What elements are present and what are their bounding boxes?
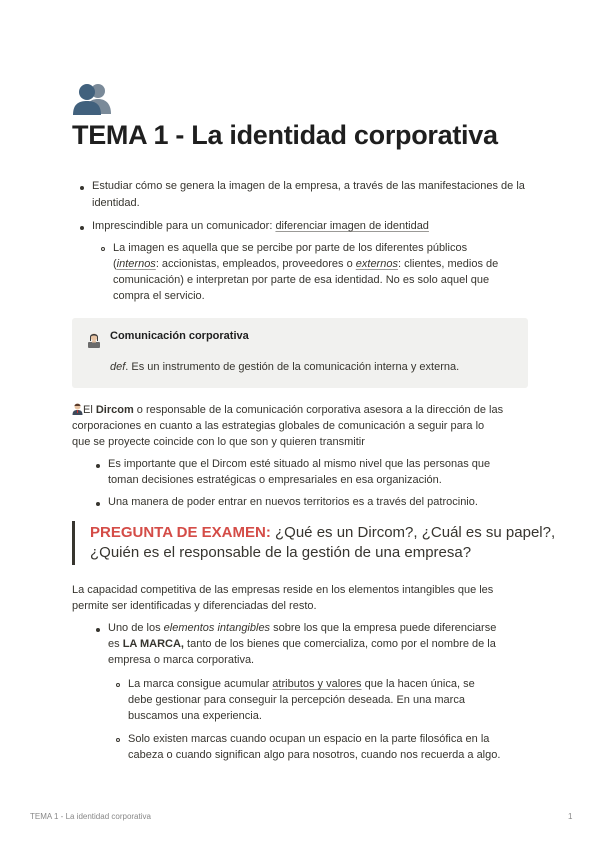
list-item-line: toman decisiones estratégicas o empresariales en esa organización.	[108, 474, 442, 486]
paragraph-line: El Dircom o responsable de la comunicación corporativa asesora a la dirección de las	[83, 404, 504, 416]
sub-list-item-line: comunicación) e interpretan por parte de esa identidad. No es solo aquel que	[113, 274, 490, 286]
quote-text: PREGUNTA DE EXAMEN: ¿Qué es un Dircom?, ¿Cuál es su papel?, ¿Quién es el responsable de la gestión de una empresa?	[90, 524, 556, 561]
list-item-line: es LA MARCA, tanto de los bienes que comercializa, como por el nombre de la	[108, 638, 496, 650]
person-icon	[72, 403, 83, 415]
callout-body: def. Es un instrumento de gestión de la comunicación interna y externa.	[110, 361, 460, 373]
person-at-computer-icon	[86, 332, 102, 348]
page-title: TEMA 1 - La identidad corporativa	[72, 120, 498, 150]
bullet-dot	[96, 628, 100, 632]
paragraph-line: corporaciones en cuanto a las estrategias globales de comunicación a seguir para lo	[72, 420, 485, 432]
sub-list-item: La marca consigue acumular atributos y valores que la hacen única, se	[128, 678, 475, 690]
bullet-circle	[116, 738, 120, 742]
sub-list-item: La imagen es aquella que se percibe por parte de los diferentes públicos	[113, 242, 468, 254]
page-number: 1	[568, 812, 573, 821]
list-item: Estudiar cómo se genera la imagen de la empresa, a través de las manifestaciones de la identidad.	[92, 180, 525, 209]
sub-list-item-line: (internos: accionistas, empleados, proveedores o externos: clientes, medios de	[113, 258, 499, 270]
list-item: Uno de los elementos intangibles sobre los que la empresa puede diferenciarse	[108, 622, 497, 634]
people-icon	[72, 80, 112, 116]
sub-list-item: Solo existen marcas cuando ocupan un espacio en la parte filosófica en la	[128, 733, 490, 745]
internal-link[interactable]: diferenciar imagen de identidad	[275, 220, 429, 232]
callout-title: Comunicación corporativa	[110, 330, 249, 342]
list-item: Es importante que el Dircom esté situado al mismo nivel que las personas que	[108, 458, 491, 470]
bullet-dot	[80, 186, 84, 190]
bullet-dot	[96, 502, 100, 506]
bullet-circle	[116, 683, 120, 687]
callout-box	[72, 318, 528, 388]
list-item-line: empresa o marca corporativa.	[108, 654, 255, 666]
list-item	[92, 218, 429, 235]
exam-question-label: PREGUNTA DE EXAMEN:	[90, 524, 271, 541]
sub-list-item-line: compra el servicio.	[113, 290, 205, 302]
footer-title: TEMA 1 - La identidad corporativa	[30, 812, 151, 821]
sub-list-item-line: cabeza o cuando significan algo para nosotros, cuando nos recuerda a algo.	[128, 749, 501, 761]
sub-list-item-line: debe gestionar para conseguir la percepción deseada. En una marca	[128, 694, 465, 706]
paragraph-line: La capacidad competitiva de las empresas reside en los elementos intangibles que les	[72, 584, 494, 596]
blockquote	[72, 521, 556, 565]
bullet-dot	[96, 464, 100, 468]
paragraph-line: que se proyecte coincide con lo que son y quieren transmitir	[72, 436, 365, 448]
internal-link[interactable]: atributos y valores	[272, 678, 362, 690]
sub-list-item-line: buscamos una experiencia.	[128, 710, 262, 722]
bullet-circle	[101, 247, 105, 251]
list-item: Una manera de poder entrar en nuevos territorios es a través del patrocinio.	[108, 496, 478, 508]
list-item-text: Imprescindible para un comunicador:	[92, 220, 276, 232]
paragraph-line: permite ser identificadas y diferenciadas del resto.	[72, 600, 317, 612]
bullet-dot	[80, 226, 84, 230]
